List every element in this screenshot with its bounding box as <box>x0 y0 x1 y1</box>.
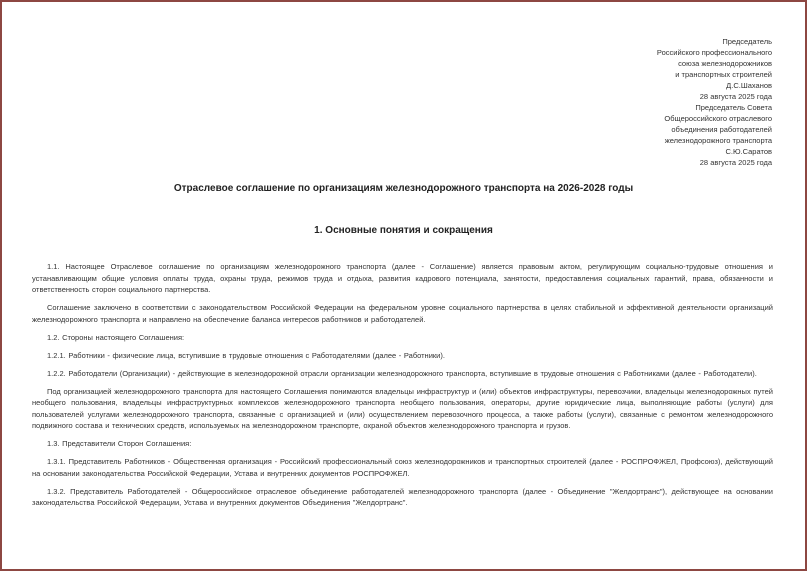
signatory-name: Д.С.Шаханов <box>726 81 772 90</box>
paragraph-org-definition: Под организацией железнодорожного транспорта для настоящего Соглашения понимаются владельцы инфраструктур и (или) объектов инфраструктуры, перевозчики, владельцы железнодорожных путей необщего пользования, владельцы инфраструктурных комплексов железнодорожного транспорта необщего пользования, операторы, другие юридические лица, выполняющие работы (услуги) для пользователей услугами железнодорожного транспорта, связанные с организацией и (или) осуществлением перевозочного процесса, а также работы (услуги), связанные с ремонтом железнодорожного подвижного состава и технических средств, используемых на железнодорожном транспорте, охраной объектов железнодорожного транспорта и грузов. <box>32 386 773 430</box>
signatory-line: Российского профессионального <box>656 48 772 57</box>
signature-date: 28 августа 2025 года <box>699 158 772 167</box>
signatory-line: Председатель <box>722 37 772 46</box>
paragraph-1-2-1: 1.2.1. Работники - физические лица, вступившие в трудовые отношения с Работодателями (далее - Работники). <box>47 350 445 360</box>
signatory-block <box>2 36 805 168</box>
paragraph-agreement-basis: Соглашение заключено в соответствии с законодательством Российской Федерации на федеральном уровне социального партнерства в целях стабильной и эффективной деятельности организаций железнодорожного транспорта и направлено на обеспечение баланса интересов работников и работодателей. <box>32 303 773 324</box>
paragraph-1-2: 1.2. Стороны настоящего Соглашения: <box>47 332 185 342</box>
paragraph-1-3-1: 1.3.1. Представитель Работников - Общественная организация - Российский профессиональный союз железнодорожников и транспортных строителей (далее - РОСПРОФЖЕЛ, Профсоюз), действующий на основании законодательства Российской Федерации, Устава и внутренних документов РОСПРОФЖЕЛ. <box>32 457 773 478</box>
document-body <box>2 261 805 509</box>
signatory-line: союза железнодорожников <box>678 59 772 68</box>
signatory-line: железнодорожного транспорта <box>664 136 772 145</box>
paragraph-1-1: 1.1. Настоящее Отраслевое соглашение по организациям железнодорожного транспорта (далее - Соглашение) является правовым актом, регулирующим социально-трудовые отношения и устанавливающим общие условия оплаты труда, охраны труда, режимов труда и отдыха, развития кадрового потенциала, занятости, предоставления социальных гарантий, права, обязанности и ответственность сторон социального партнерства. <box>32 262 773 294</box>
paragraph-1-3: 1.3. Представители Сторон Соглашения: <box>47 439 192 448</box>
signatory-line: объединения работодателей <box>671 125 772 134</box>
signature-date: 28 августа 2025 года <box>699 92 772 101</box>
signatory-line: и транспортных строителей <box>675 70 772 79</box>
paragraph-1-2-2: 1.2.2. Работодатели (Организации) - действующие в железнодорожной отрасли организации железнодорожного транспорта, вступившие в трудовые отношения с Работниками (далее - Работодатели). <box>47 368 757 378</box>
section-heading: 1. Основные понятия и сокращения <box>314 225 493 236</box>
document-title: Отраслевое соглашение по организациям железнодорожного транспорта на 2026-2028 годы <box>173 183 634 194</box>
paragraph-1-3-2: 1.3.2. Представитель Работодателей - Общероссийское отраслевое объединение работодателей железнодорожного транспорта (далее - Объединение "Желдортранс"), действующее на основании законодательства Российской Федерации, Устава и внутренних документов Объединения "Желдортранс". <box>32 486 773 507</box>
signatory-line: Общероссийского отраслевого <box>664 114 772 123</box>
signatory-line: Председатель Совета <box>695 103 772 112</box>
signatory-name: С.Ю.Саратов <box>725 147 772 156</box>
